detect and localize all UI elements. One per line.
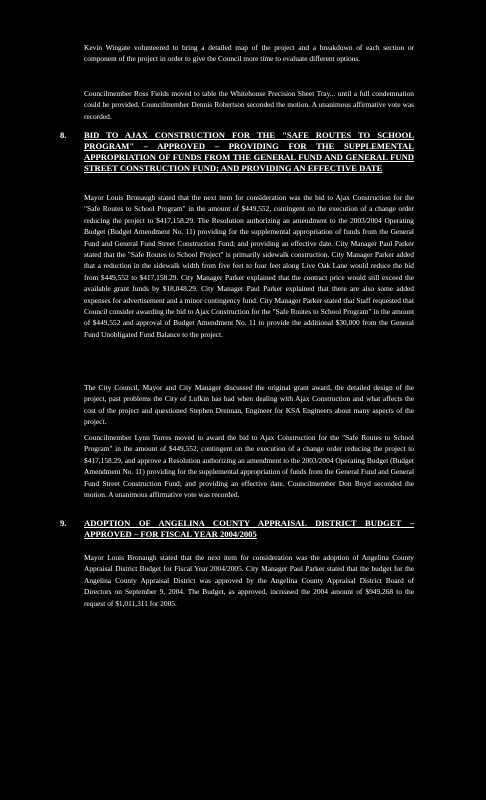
item-8-paragraph-2: The City Council, Mayor and City Manager discussed the original grant award, the detailed design of the project, past problems the City of Lufkin has had when dealing with Ajax Construction and what affects the cost of the project and questioned Stephen Drennan, Engineer for KSA Engineers about many aspects of the project. <box>84 383 414 427</box>
item-9-number: 9. <box>60 518 67 528</box>
table-motion-paragraph: Councilmember Ross Fields moved to table the Whitehouse Precision Sheet Tray... until a full condemnation could be provided. Councilmember Dennis Robertson seconded the motion. A unanimous affirmative vote was recorded. <box>84 89 414 121</box>
item-8-heading: BID TO AJAX CONSTRUCTION FOR THE "SAFE ROUTES TO SCHOOL PROGRAM" – APPROVED – PROVIDING FOR THE SUPPLEMENTAL APPROPRIATION OF FUNDS FROM THE GENERAL FUND AND GENERAL FUND STREET CONSTRUCTION FUND; AND PROVIDING AN EFFECTIVE DATE <box>84 130 414 173</box>
intro-paragraph: Kevin Wingate volunteered to bring a detailed map of the project and a breakdown of each section or component of the project in order to give the Council more time to evaluate different options. <box>84 43 414 64</box>
item-8-paragraph-3: Councilmember Lynn Torres moved to award the bid to Ajax Construction for the "Safe Routes to School Program" in the amount of $449,552, contingent on the execution of a change order reducing the project to $417,158.29, and approve a Resolution authorizing an amendment to the 2003/2004 Operating Budget (Budget Amendment No. 11) providing for the supplemental appropriation of funds from the General Fund and General Fund Street Construction Fund; and providing an effective date. Councilmember Don Boyd seconded the motion. A unanimous affirmative vote was recorded. <box>84 433 414 500</box>
item-9-paragraph-1: Mayor Louis Bronaugh stated that the next item for consideration was the adoption of Angelina County Appraisal District Budget for Fiscal Year 2004/2005. City Manager Paul Parker stated that the budget for the Angelina County Appraisal District was approved by the Angelina County Appraisal District Board of Directors on September 9, 2004. The Budget, as approved, increased the 2004 amount of $949,268 to the request of $1,011,311 for 2005. <box>84 553 414 608</box>
item-8-paragraph-1: Mayor Louis Bronaugh stated that the next item for consideration was the bid to Ajax Construction for the "Safe Routes to School Program" in the amount of $449,552, contingent on the execution of a change order reducing the project to $417,158.29. The Resolution authorizing an amendment to the 2003/2004 Operating Budget (Budget Amendment No. 11) providing for the supplemental appropriation of funds from the General Fund and General Fund Street Construction Fund; and providing an effective date. City Manager Paul Parker stated that the "Safe Routes to School Project" is primarily sidewalk construction. City Manager Parker added that a reduction in the sidewalk width from five feet to four feet along Live Oak Lane would reduce the bid from $449,552 to $417,158.29. City Manager Parker explained that the contract price would still exceed the available grant funds by $18,048.29. City Manager Paul Parker explained that there are also some added expenses for advertisement and a minor contingency fund. City Manager Parker stated that Staff requested that Council consider awarding the bid to Ajax Construction for the "Safe Routes to School Program" in the amount of $449,552 and approval of Budget Amendment No. 11 to provide the additional $30,000 from the General Fund Unobligated Fund Balance to the project. <box>84 193 414 339</box>
item-8-number: 8. <box>60 130 67 140</box>
item-9-heading: ADOPTION OF ANGELINA COUNTY APPRAISAL DISTRICT BUDGET – APPROVED – FOR FISCAL YEAR 2004/2005 <box>84 518 414 539</box>
